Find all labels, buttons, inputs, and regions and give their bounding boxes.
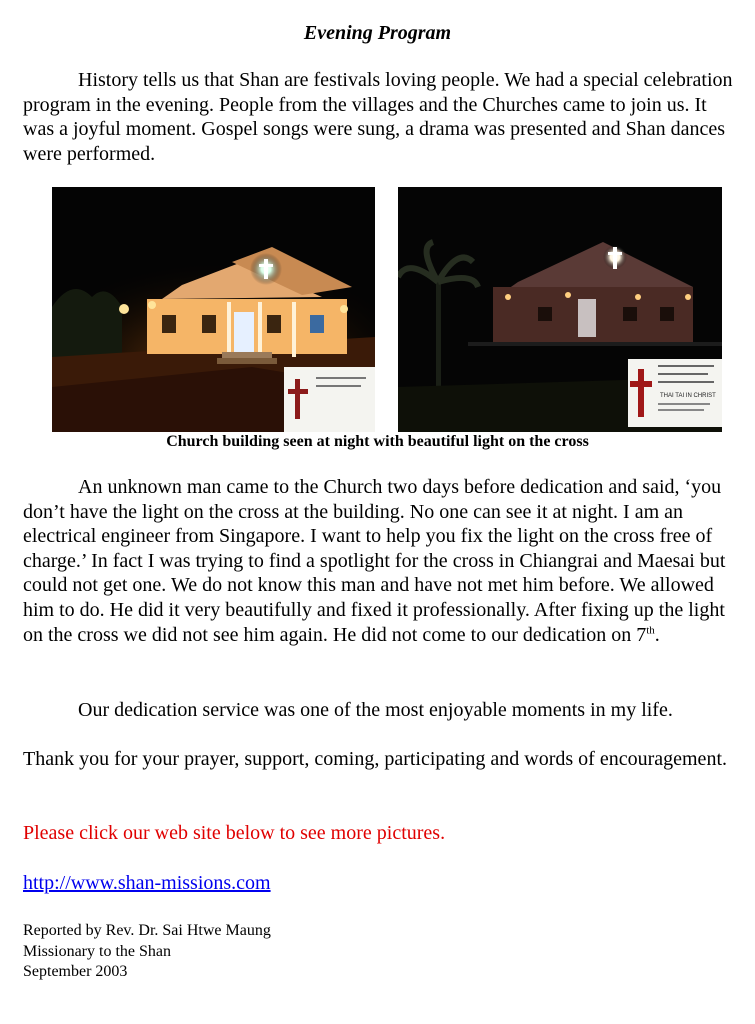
pictures-notice: Please click our web site below to see more pictures. (23, 822, 446, 844)
page-title: Evening Program (303, 22, 452, 44)
ordinal-suffix: th (646, 623, 655, 636)
story-paragraph (23, 475, 735, 647)
website-link[interactable]: http://www.shan-missions.com (23, 872, 271, 894)
story-text: An unknown man came to the Church two days before dedication and said, ‘you don’t have the light on the cross at the building. No one can see it at night. I am an electrical engineer from Singapore. I want to help you fix the light on the cross free of charge.’ In fact I was trying to find a spotlight for the cross in Chiangrai and Maesai but could not get one. We do not know this man and have not met him before. We allowed him to do. He did it very beautifully and fixed it professionally. After fixing up the light on the cross we did not see him again. He did not come to our dedication on 7 (23, 476, 726, 646)
sign-text: THAI TAI IN CHRIST (660, 393, 716, 399)
signature-date: September 2003 (23, 963, 128, 980)
dedication-paragraph: Our dedication service was one of the most enjoyable moments in my life. (78, 699, 673, 721)
church-night-photo-2 (398, 187, 722, 432)
photo-caption: Church building seen at night with beautiful light on the cross (166, 433, 589, 450)
signature-reporter: Reported by Rev. Dr. Sai Htwe Maung (23, 922, 271, 939)
thanks-paragraph: Thank you for your prayer, support, coming, participating and words of encouragement. (23, 748, 727, 770)
photo-row (0, 187, 755, 432)
signature-block (23, 921, 271, 983)
intro-paragraph: History tells us that Shan are festivals loving people. We had a special celebration program in the evening. People from the villages and the Churches came to join us. It was a joyful moment. Gospel songs were sung, a drama was presented and Shan dances were performed. (23, 69, 733, 165)
story-end: . (654, 623, 660, 646)
church-night-photo-1 (52, 187, 375, 432)
website-line (23, 871, 735, 896)
signature-role: Missionary to the Shan (23, 942, 171, 960)
